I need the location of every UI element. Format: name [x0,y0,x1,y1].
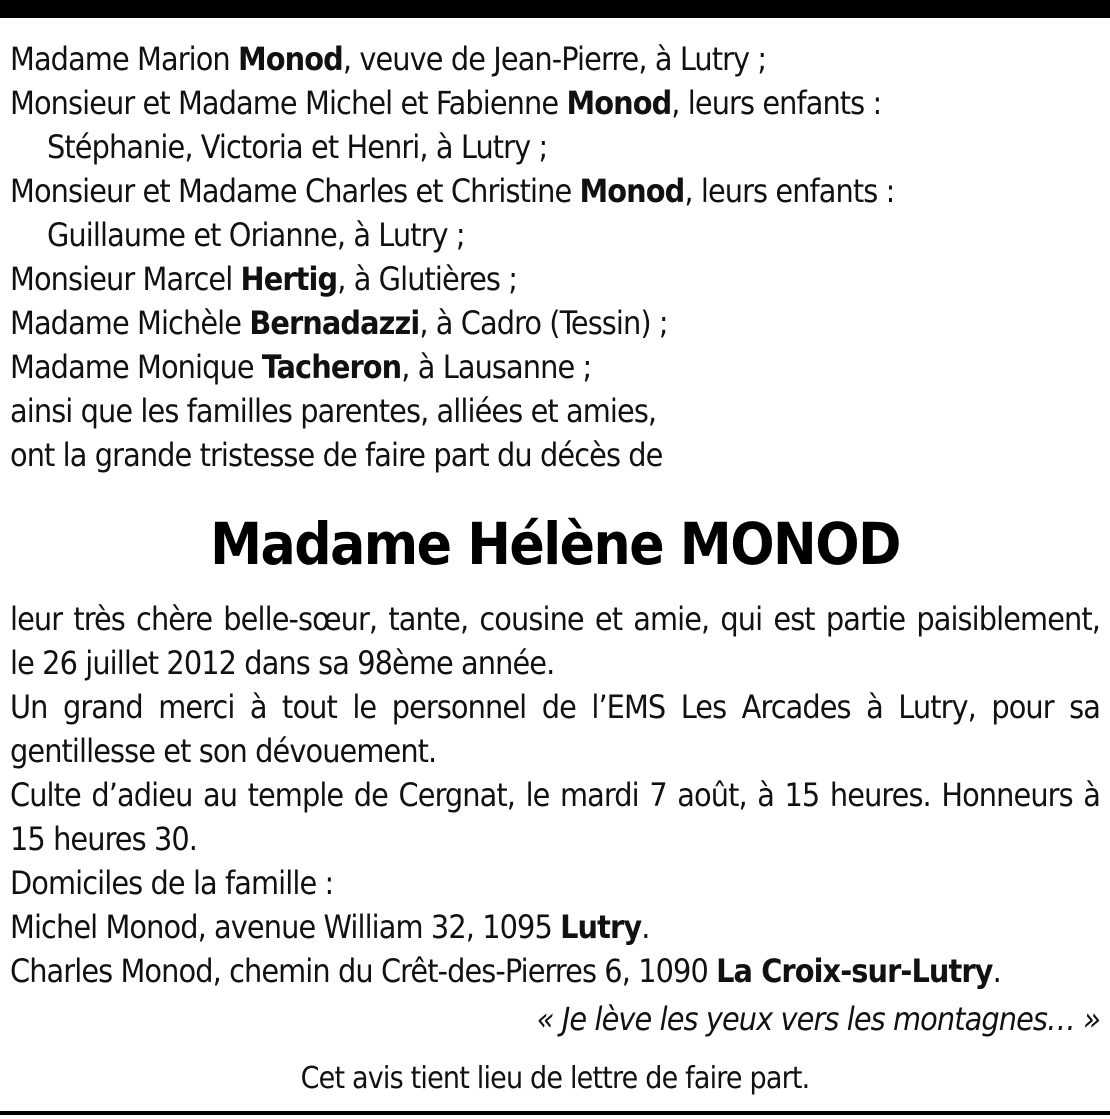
thanks-paragraph: Un grand merci à tout le personnel de l’EMS Les Arcades à Lutry, pour sa gentillesse et son dévouement. [10,688,1100,770]
relation-paragraph: leur très chère belle-sœur, tante, cousine et amie, qui est partie paisiblement, le 26 juillet 2012 dans sa 98ème année. [10,600,1100,682]
mourners-list [10,37,1100,477]
mourner-line: Monsieur et Madame Charles et Christine Monod, leurs enfants : [10,172,895,210]
address-line: Michel Monod, avenue William 32, 1095 Lutry. [10,908,650,946]
mourner-line: Madame Monique Tacheron, à Lausanne ; [10,348,592,386]
footer-note: Cet avis tient lieu de lettre de faire part. [300,1061,810,1096]
mourner-children-line: Guillaume et Orianne, à Lutry ; [47,216,465,254]
mourner-line: Monsieur Marcel Hertig, à Glutières ; [10,260,518,298]
mourner-line: Madame Marion Monod, veuve de Jean-Pierre, à Lutry ; [10,40,767,78]
top-rule [0,0,1110,18]
deceased-heading-block [0,506,1110,582]
mourner-line: Monsieur et Madame Michel et Fabienne Monod, leurs enfants : [10,84,882,122]
bottom-rule [0,1111,1110,1115]
quote: « Je lève les yeux vers les montagnes… » [536,1000,1100,1038]
deceased-name: Madame Hélène MONOD [210,510,900,578]
announcement-line: ont la grande tristesse de faire part du décès de [10,436,663,474]
notice-body [10,597,1100,993]
mourner-children-line: Stéphanie, Victoria et Henri, à Lutry ; [47,128,548,166]
domiciles-label: Domiciles de la famille : [10,864,334,902]
families-line: ainsi que les familles parentes, alliées et amies, [10,392,657,430]
ceremony-paragraph: Culte d’adieu au temple de Cergnat, le mardi 7 août, à 15 heures. Honneurs à 15 heures 30. [10,776,1100,858]
mourner-line: Madame Michèle Bernadazzi, à Cadro (Tessin) ; [10,304,668,342]
address-line: Charles Monod, chemin du Crêt-des-Pierres 6, 1090 La Croix-sur-Lutry. [10,952,1001,990]
